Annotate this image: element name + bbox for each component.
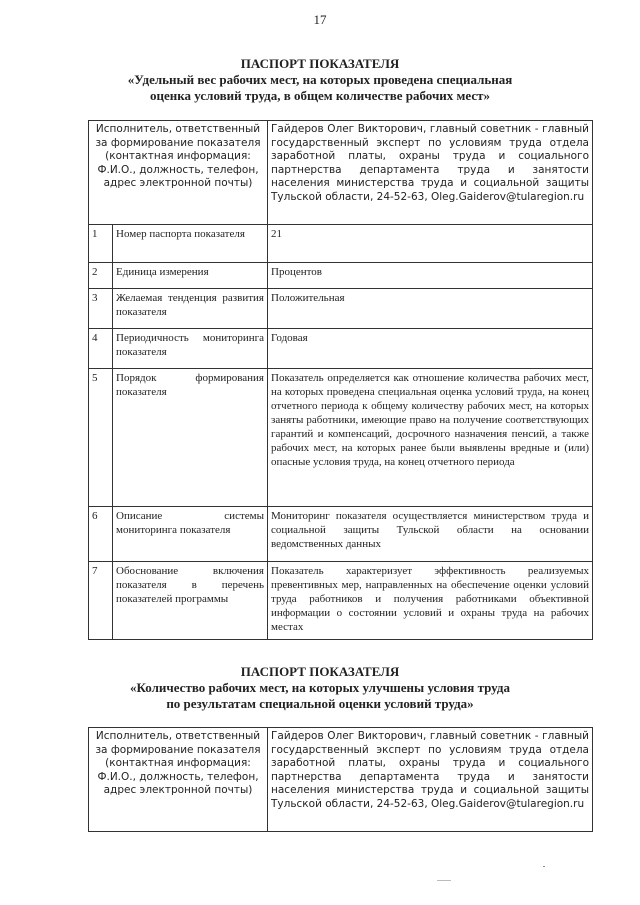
row-label: Периодичность мониторинга показателя xyxy=(113,329,268,369)
row-value: Процентов xyxy=(268,263,593,289)
table-row xyxy=(89,289,593,329)
row-label: Описание системы мониторинга показателя xyxy=(113,507,268,562)
passport-2-subtitle-line1: «Количество рабочих мест, на которых улучшены условия труда xyxy=(130,680,510,695)
scan-speck xyxy=(543,866,545,867)
row-value: Показатель определяется как отношение количества рабочих мест, на которых проведена специальная оценка условий труда, на конец отчетного периода к общему количеству рабочих мест, на которых заняты работники, имеющие право на получение соответствующих гарантий и компенсаций, досрочного назначения пенсий, а также рабочих мест, на которых ранее были выявлены вредные и (или) опасные условия труда, на конец отчетного периода xyxy=(268,369,593,507)
passport-2-subtitle-line2: по результатам специальной оценки условий труда» xyxy=(166,696,474,711)
passport-1-subtitle-line2: оценка условий труда, в общем количестве рабочих мест» xyxy=(150,88,490,103)
row-label: Желаемая тенденция развития показателя xyxy=(113,289,268,329)
row-label: Порядок формирования показателя xyxy=(113,369,268,507)
row-label: Единица измерения xyxy=(113,263,268,289)
table-row xyxy=(89,507,593,562)
passport-2-heading xyxy=(0,664,640,712)
row-label: Номер паспорта показателя xyxy=(113,225,268,263)
row-value: 21 xyxy=(268,225,593,263)
row-number: 5 xyxy=(89,369,113,507)
row-value: Годовая xyxy=(268,329,593,369)
table-row xyxy=(89,225,593,263)
row-number: 3 xyxy=(89,289,113,329)
row-number: 7 xyxy=(89,562,113,640)
table-row xyxy=(89,562,593,640)
executor-label: Исполнитель, ответственный за формирование показателя (контактная информация: Ф.И.О., должность, телефон, адрес электронной почты) xyxy=(89,728,268,832)
passport-2-table xyxy=(88,727,593,832)
scan-speck xyxy=(437,880,451,881)
row-number: 2 xyxy=(89,263,113,289)
passport-1-heading xyxy=(0,56,640,104)
passport-2-title: ПАСПОРТ ПОКАЗАТЕЛЯ xyxy=(240,664,400,679)
table-row xyxy=(89,728,593,832)
table-row xyxy=(89,121,593,225)
executor-label: Исполнитель, ответственный за формирование показателя (контактная информация: Ф.И.О., должность, телефон, адрес электронной почты) xyxy=(89,121,268,225)
row-value: Положительная xyxy=(268,289,593,329)
row-label: Обоснование включения показателя в перечень показателей программы xyxy=(113,562,268,640)
table-row xyxy=(89,263,593,289)
table-row xyxy=(89,329,593,369)
row-number: 4 xyxy=(89,329,113,369)
executor-value: Гайдеров Олег Викторович, главный советник - главный государственный эксперт по условиям труда отдела заработной платы, охраны труда и социального партнерства департамента труда и занятости населения министерства труда и социальной защиты Тульской области, 24-52-63, Oleg.Gaiderov@tularegion.ru xyxy=(268,121,593,225)
page-number: 17 xyxy=(313,12,327,27)
passport-1-subtitle-line1: «Удельный вес рабочих мест, на которых проведена специальная xyxy=(127,72,513,87)
executor-value: Гайдеров Олег Викторович, главный советник - главный государственный эксперт по условиям труда отдела заработной платы, охраны труда и социального партнерства департамента труда и занятости населения министерства труда и социальной защиты Тульской области, 24-52-63, Oleg.Gaiderov@tularegion.ru xyxy=(268,728,593,832)
passport-1-title: ПАСПОРТ ПОКАЗАТЕЛЯ xyxy=(240,56,400,71)
row-value: Мониторинг показателя осуществляется министерством труда и социальной защиты Тульской области на основании ведомственных данных xyxy=(268,507,593,562)
row-number: 6 xyxy=(89,507,113,562)
row-number: 1 xyxy=(89,225,113,263)
row-value: Показатель характеризует эффективность реализуемых превентивных мер, направленных на обеспечение оценки условий труда работников и получения работниками объективной информации о состоянии условий и охраны труда на рабочих местах xyxy=(268,562,593,640)
table-row xyxy=(89,369,593,507)
passport-1-table xyxy=(88,120,593,640)
